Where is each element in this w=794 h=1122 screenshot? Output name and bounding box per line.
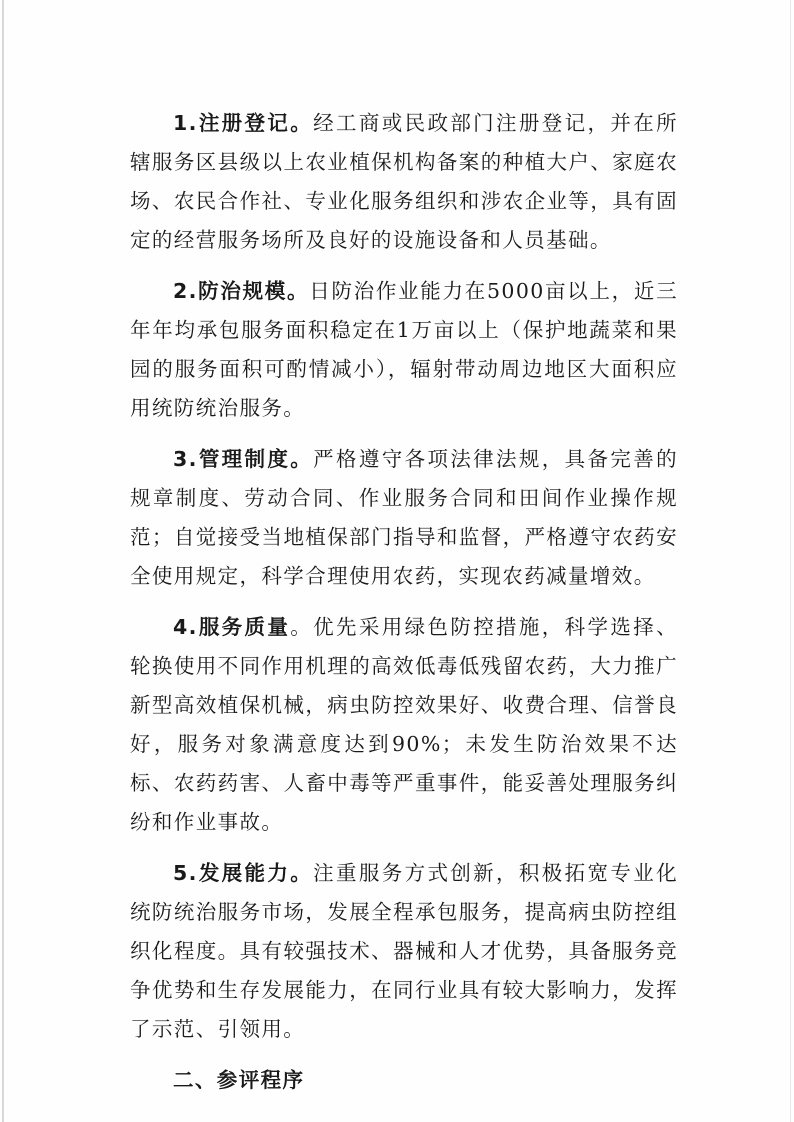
criterion-text: 注重服务方式创新，积极拓宽专业化统防统治服务市场，发展全程承包服务，提高病虫防控组织化程度。具有较强技术、器械和人才优势，具备服务竞争优势和生存发展能力，在同行业具有较大影响力，发挥了示范、引领用。 xyxy=(130,861,678,1041)
criterion-registration xyxy=(130,104,678,260)
criterion-scale xyxy=(130,272,678,428)
section-heading: 二、参评程序 xyxy=(173,1068,305,1092)
criterion-title: 3.管理制度。 xyxy=(173,447,314,471)
document-body xyxy=(130,104,678,1100)
scan-edge-left xyxy=(2,0,4,1122)
criterion-title: 2.防治规模。 xyxy=(173,279,310,303)
criterion-text: 日防治作业能力在5000亩以上，近三年年均承包服务面积稳定在1万亩以上（保护地蔬菜和果园的服务面积可酌情减小），辐射带动周边地区大面积应用统防统治服务。 xyxy=(130,279,678,420)
criterion-text: 。优先采用绿色防控措施，科学选择、轮换使用不同作用机理的高效低毒低残留农药，大力推广新型高效植保机械，病虫防控效果好、收费合理、信誉良好，服务对象满意度达到90%；未发生防治效果不达标、农药药害、人畜中毒等严重事件，能妥善处理服务纠纷和作业事故。 xyxy=(130,615,678,834)
criterion-development xyxy=(130,854,678,1049)
criterion-service-quality xyxy=(130,608,678,842)
criterion-title: 1.注册登记。 xyxy=(173,111,314,135)
criterion-management xyxy=(130,440,678,596)
scan-edge-right xyxy=(790,0,791,1122)
criterion-title: 4.服务质量 xyxy=(173,615,291,639)
criterion-title: 5.发展能力。 xyxy=(173,861,314,885)
criterion-text: 经工商或民政部门注册登记，并在所辖服务区县级以上农业植保机构备案的种植大户、家庭农场、农民合作社、专业化服务组织和涉农企业等，具有固定的经营服务场所及良好的设施设备和人员基础。 xyxy=(130,111,678,252)
criterion-text: 严格遵守各项法律法规，具备完善的规章制度、劳动合同、作业服务合同和田间作业操作规范；自觉接受当地植保部门指导和监督，严格遵守农药安全使用规定，科学合理使用农药，实现农药减量增效。 xyxy=(130,447,678,588)
